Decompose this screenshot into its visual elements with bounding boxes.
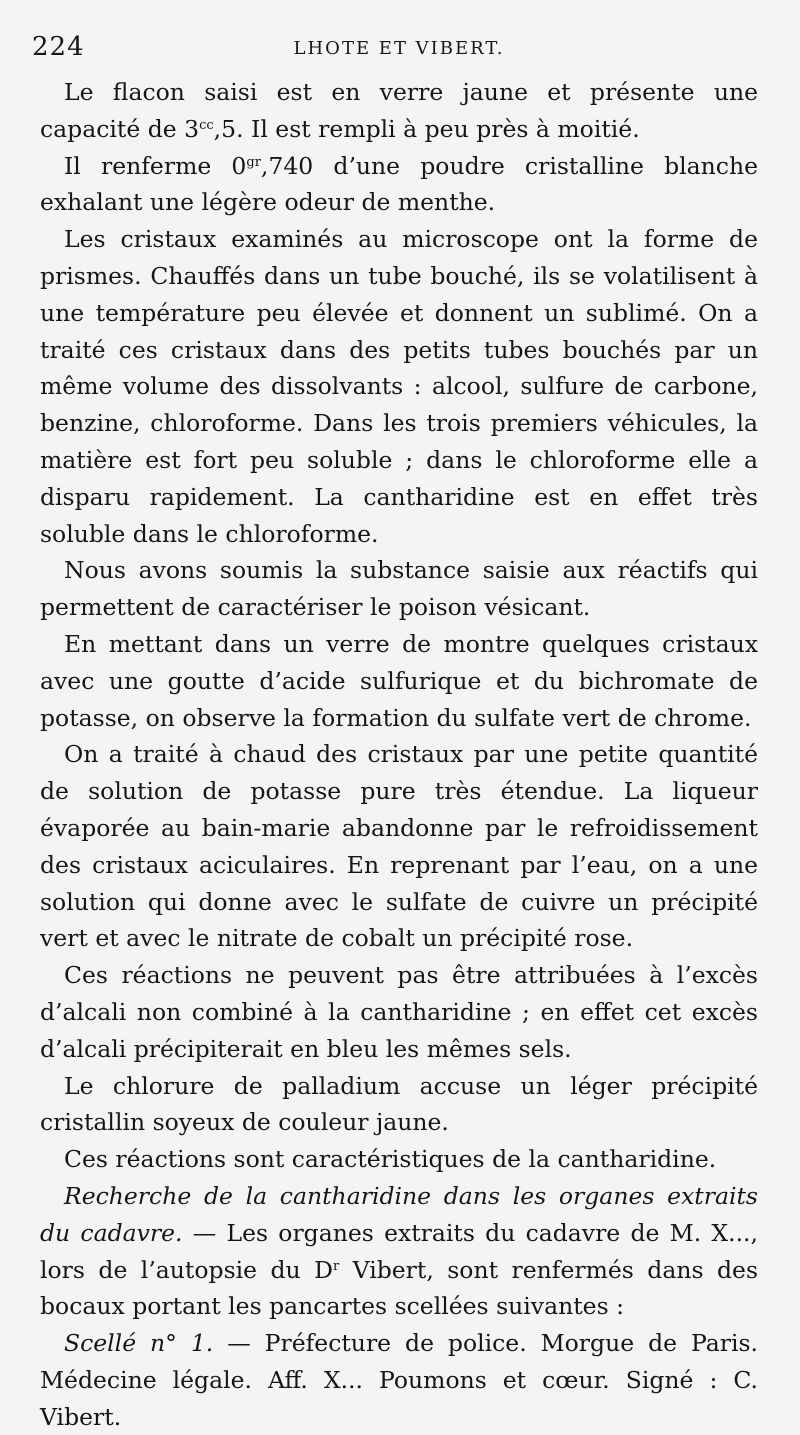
paragraph-cristaux: Les cristaux examinés au microscope ont la forme de prismes. Chauffés dans un tube bouché, ils se volatilisent à une température peu élevée et donnent un sublimé. On a traité ces cristaux dans des petits tubes bouchés par un même volume des dissolvants : alcool, sulfure de carbone, benzine, chloroforme. Dans les trois premiers véhicules, la matière est fort peu soluble ; dans le chloroforme elle a disparu rapidement. La cantharidine est en effet très soluble dans le chloroforme. xyxy=(40,225,758,548)
paragraph-reactifs: Nous avons soumis la substance saisie aux réactifs qui permettent de caractériser le poison vésicant. xyxy=(40,556,758,622)
running-title: LHOTE ET VIBERT. xyxy=(293,38,505,59)
paragraph-text: ,740 d’une poudre cristalline blanche exhalant une légère odeur de menthe. xyxy=(40,151,758,217)
paragraph-verre-de-montre: En mettant dans un verre de montre quelques cristaux avec une goutte d’acide sulfurique et du bichromate de potasse, on observe la formation du sulfate vert de chrome. xyxy=(40,629,758,732)
paragraph-text: — Les organes extraits du cadavre de M. X..., lors de l’autopsie du D xyxy=(40,1218,759,1284)
superscript-unit: cc xyxy=(199,117,214,133)
paragraph-potasse: On a traité à chaud des cristaux par une petite quantité de solution de potasse pure très étendue. La liqueur évaporée au bain-marie abandonne par le refroidissement des cristaux aciculaires. En reprenant par l’eau, on a une solution qui donne avec le sulfate de cuivre un précipité vert et avec le nitrate de cobalt un précipité rose. xyxy=(40,740,758,953)
scelle-label: Scellé n° 1. xyxy=(64,1329,214,1358)
superscript-title: r xyxy=(332,1258,340,1274)
paragraph-text: Il renferme 0 xyxy=(64,151,247,180)
paragraph-recherche xyxy=(40,1178,758,1325)
paragraph-alcali: Ces réactions ne peuvent pas être attribuées à l’excès d’alcali non combiné à la cantharidine ; en effet cet excès d’alcali précipiterait en bleu les mêmes sels. xyxy=(40,961,758,1063)
paragraph-flacon xyxy=(40,74,758,148)
paragraph-conclusion: Ces réactions sont caractéristiques de la cantharidine. xyxy=(64,1145,717,1174)
paragraph-palladium: Le chlorure de palladium accuse un léger précipité cristallin soyeux de couleur jaune. xyxy=(40,1071,758,1137)
body-text xyxy=(40,74,758,1435)
section-heading: Recherche de la cantharidine dans les organes extraits du cadavre. xyxy=(40,1181,758,1247)
running-head xyxy=(32,26,758,66)
paragraph-text: — Préfecture de police. Morgue de Paris. Médecine légale. Aff. X... Poumons et cœur. Signé : C. Vibert. xyxy=(40,1329,758,1431)
paragraph-text: ,5. Il est rempli à peu près à moitié. xyxy=(213,114,640,143)
paragraph-scelle-1 xyxy=(40,1325,758,1435)
superscript-unit: gr xyxy=(246,154,261,170)
page-number: 224 xyxy=(32,32,85,62)
paragraph-text: Vibert, sont renfermés dans des bocaux portant les pancartes scellées suivantes : xyxy=(40,1255,758,1321)
paragraph-poudre xyxy=(40,148,758,222)
paragraph-text: Le flacon saisi est en verre jaune et présente une capacité de 3 xyxy=(40,78,758,143)
